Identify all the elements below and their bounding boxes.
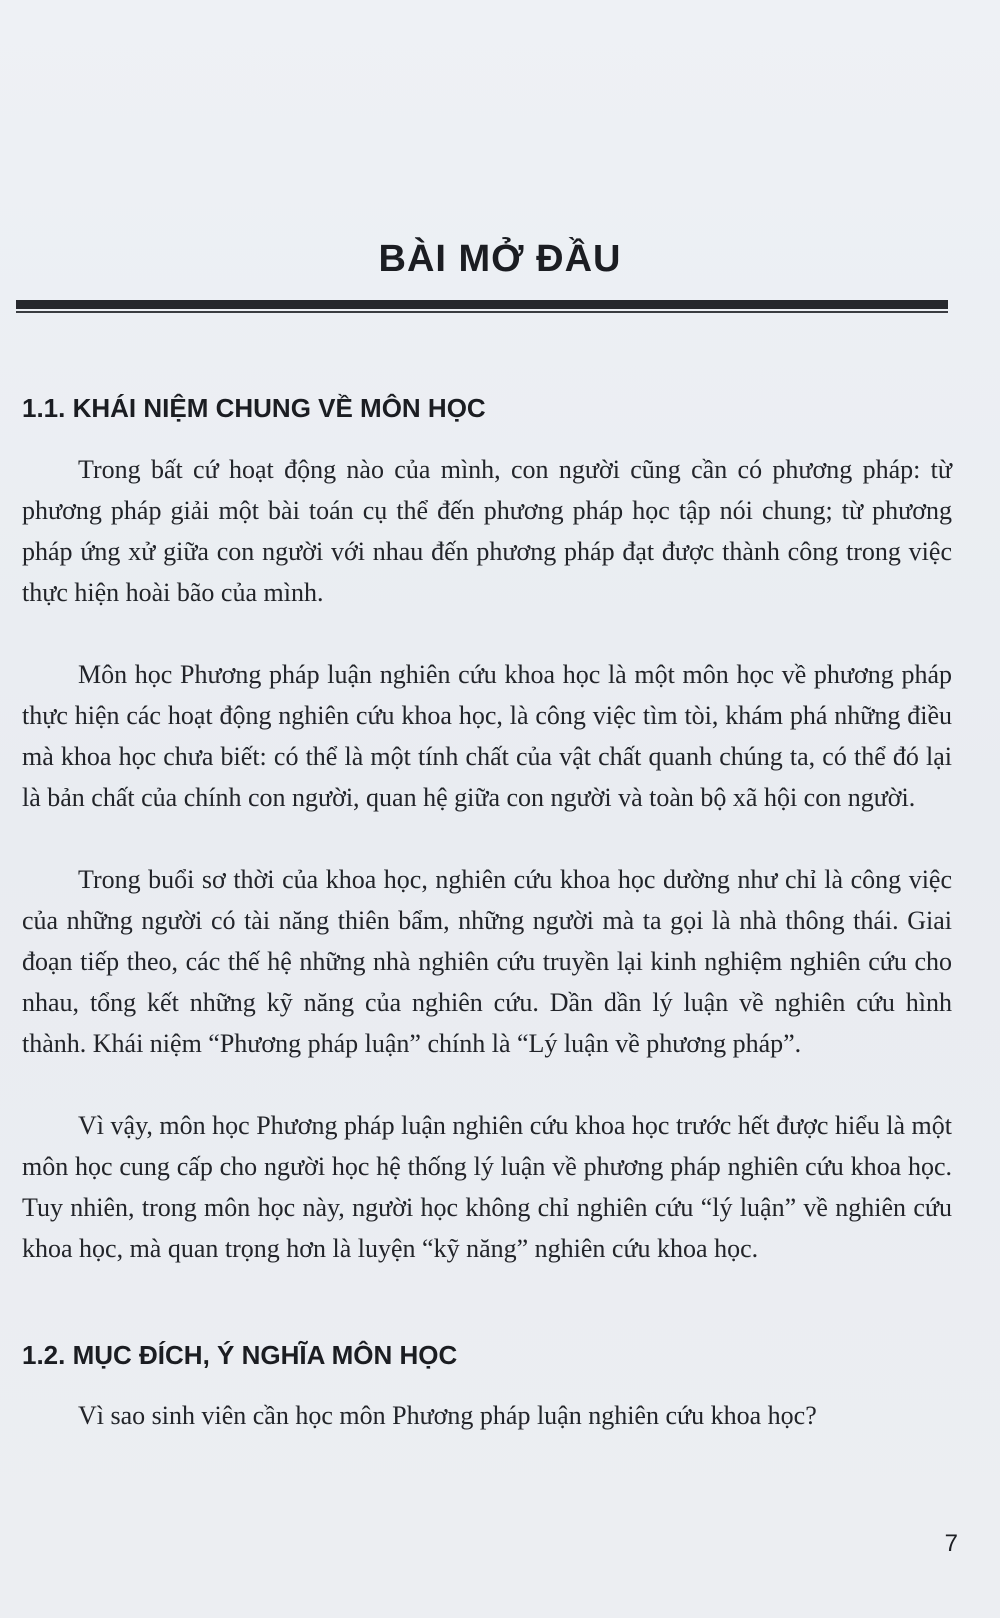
paragraph-5: Vì sao sinh viên cần học môn Phương pháp luận nghiên cứu khoa học? <box>78 1401 817 1430</box>
chapter-title: BÀI MỞ ĐẦU <box>378 238 622 280</box>
section-heading-1-1: 1.1. KHÁI NIỆM CHUNG VỀ MÔN HỌC <box>22 393 486 423</box>
section-heading-1-2: 1.2. MỤC ĐÍCH, Ý NGHĨA MÔN HỌC <box>22 1340 458 1370</box>
paragraph-1: Trong bất cứ hoạt động nào của mình, con người cũng cần có phương pháp: từ phương pháp giải một bài toán cụ thể đến phương pháp học tập nói chung; từ phương pháp ứng xử giữa con người với nhau đến phương pháp đạt được thành công trong việc thực hiện hoài bão của mình. <box>22 455 952 607</box>
page-number: 7 <box>944 1530 958 1557</box>
paragraph-4: Vì vậy, môn học Phương pháp luận nghiên cứu khoa học trước hết được hiểu là một môn học cung cấp cho người học hệ thống lý luận về phương pháp nghiên cứu khoa học. Tuy nhiên, trong môn học này, người học không chỉ nghiên cứu “lý luận” về nghiên cứu khoa học, mà quan trọng hơn là luyện “kỹ năng” nghiên cứu khoa học. <box>22 1111 952 1263</box>
title-rule-thick <box>16 300 948 309</box>
paragraph-2: Môn học Phương pháp luận nghiên cứu khoa học là một môn học về phương pháp thực hiện các hoạt động nghiên cứu khoa học, là công việc tìm tòi, khám phá những điều mà khoa học chưa biết: có thể là một tính chất của vật chất quanh chúng ta, có thể đó lại là bản chất của chính con người, quan hệ giữa con người và toàn bộ xã hội con người. <box>22 660 952 812</box>
paragraph-3: Trong buổi sơ thời của khoa học, nghiên cứu khoa học dường như chỉ là công việc của những người có tài năng thiên bẩm, những người mà ta gọi là nhà thông thái. Giai đoạn tiếp theo, các thế hệ những nhà nghiên cứu truyền lại kinh nghiệm nghiên cứu cho nhau, tổng kết những kỹ năng của nghiên cứu. Dần dần lý luận về nghiên cứu hình thành. Khái niệm “Phương pháp luận” chính là “Lý luận về phương pháp”. <box>22 865 952 1058</box>
title-double-rule <box>16 300 948 316</box>
title-rule-thin <box>16 311 948 313</box>
